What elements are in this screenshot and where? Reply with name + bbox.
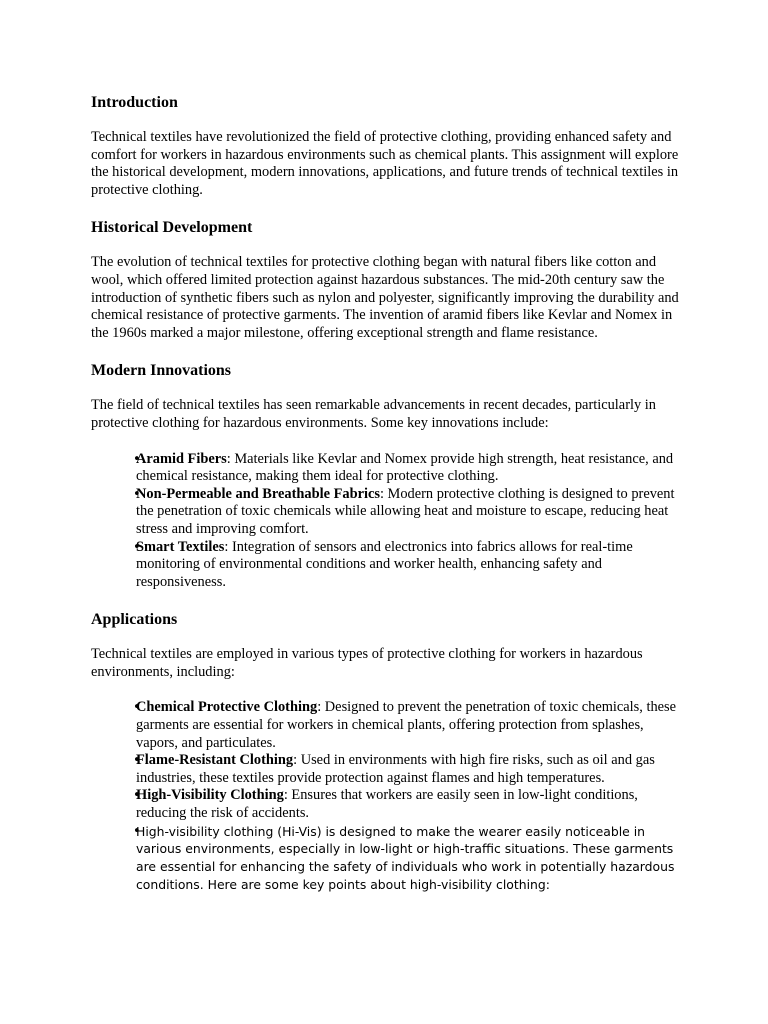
list-item-text: High-visibility clothing (Hi-Vis) is designed to make the wearer easily noticeable in various environments, especially in low-light or high-traffic situations. These garments are essential for enhancing the safety of individuals who work in potentially hazardous conditions. Here are some key points about high-visibility clothing: [136, 823, 675, 893]
list-item-text: : Used in environments with high fire risks, such as oil and gas industries, these textiles provide protection against flames and high temperatures. [136, 752, 655, 786]
list-item-term: Non-Permeable and Breathable Fabrics [136, 485, 380, 502]
heading-applications: Applications [91, 611, 178, 629]
paragraph-historical-development: The evolution of technical textiles for protective clothing began with natural fibers like cotton and wool, which offered limited protection against hazardous substances. The mid-20th century saw the introduction of synthetic fibers such as nylon and polyester, significantly improving the durability and chemical resistance of protective garments. The invention of aramid fibers like Kevlar and Nomex in the 1960s marked a major milestone, offering exceptional strength and flame resistance. [91, 254, 679, 341]
section-historical-development [91, 218, 681, 342]
paragraph-modern-innovations: The field of technical textiles has seen remarkable advancements in recent decades, particularly in protective clothing for hazardous environments. Some key innovations include: [91, 397, 656, 431]
list-item [91, 539, 681, 592]
list-item [91, 823, 681, 894]
list-item-term: Flame-Resistant Clothing [136, 752, 294, 769]
list-item-term: Smart Textiles [136, 538, 225, 555]
heading-historical-development: Historical Development [91, 219, 253, 237]
list-item-term: High-Visibility Clothing [136, 787, 284, 804]
list-item [91, 486, 681, 539]
list-item [91, 699, 681, 752]
document-body [91, 93, 681, 894]
list-item-term: Aramid Fibers [136, 450, 227, 467]
list-item-text: : Modern protective clothing is designed to prevent the penetration of toxic chemicals while allowing heat and moisture to escape, reducing heat stress and improving comfort. [136, 485, 675, 537]
heading-introduction: Introduction [91, 94, 178, 111]
list-item [91, 451, 681, 486]
list-item [91, 752, 681, 787]
innovations-list [91, 451, 681, 592]
list-item-text: : Ensures that workers are easily seen in low-light conditions, reducing the risk of accidents. [136, 787, 638, 822]
section-applications [91, 610, 681, 894]
section-modern-innovations [91, 361, 681, 591]
list-item-text: : Integration of sensors and electronics into fabrics allows for real-time monitoring of environmental conditions and worker health, enhancing safety and responsiveness. [136, 538, 633, 590]
section-introduction [91, 93, 681, 199]
heading-modern-innovations: Modern Innovations [91, 362, 232, 380]
list-item-term: Chemical Protective Clothing [136, 699, 318, 716]
applications-list [91, 699, 681, 893]
paragraph-applications: Technical textiles are employed in various types of protective clothing for workers in hazardous environments, including: [91, 646, 643, 680]
paragraph-introduction: Technical textiles have revolutionized the field of protective clothing, providing enhanced safety and comfort for workers in hazardous environments such as chemical plants. This assignment will explore the historical development, modern innovations, applications, and future trends of technical textiles in protective clothing. [91, 129, 679, 198]
list-item-text: : Designed to prevent the penetration of toxic chemicals, these garments are essential for workers in chemical plants, offering protection from splashes, vapors, and particulates. [136, 699, 677, 751]
list-item-text: : Materials like Kevlar and Nomex provide high strength, heat resistance, and chemical resistance, making them ideal for protective clothing. [136, 450, 674, 485]
list-item [91, 787, 681, 822]
